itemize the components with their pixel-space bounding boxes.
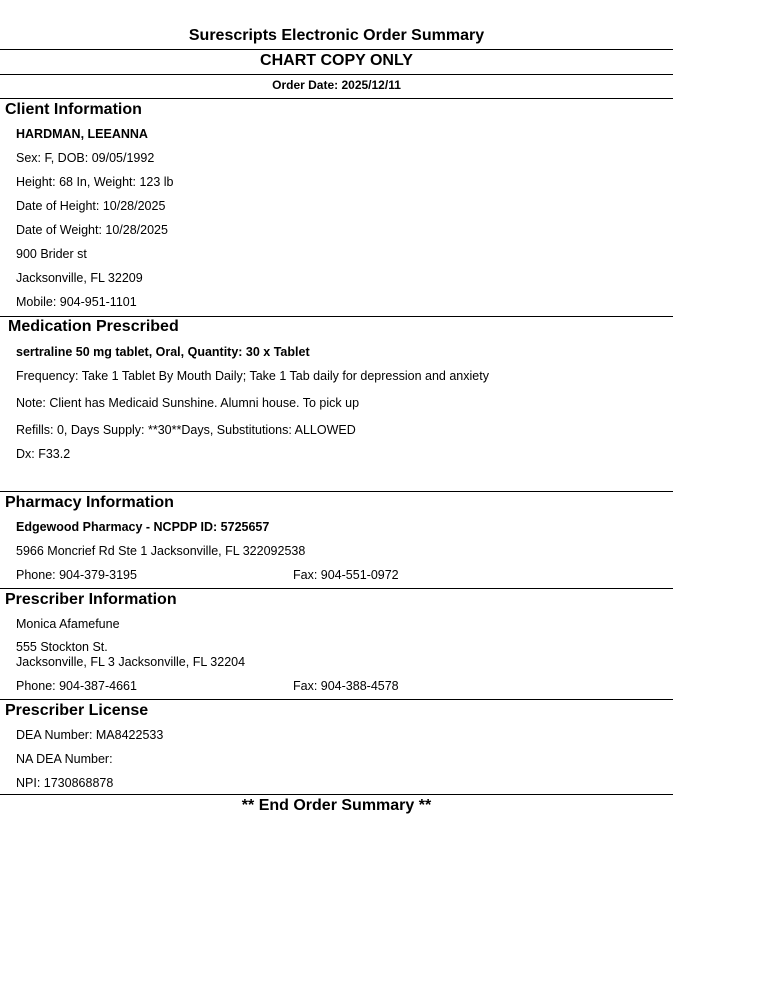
client-height-weight: Height: 68 In, Weight: 123 lb: [16, 175, 174, 189]
dea-number: DEA Number: MA8422533: [16, 728, 164, 742]
prescriber-name: Monica Afamefune: [16, 617, 120, 631]
divider: [0, 98, 673, 99]
client-sex-dob: Sex: F, DOB: 09/05/1992: [16, 151, 155, 165]
pharmacy-information-heading: Pharmacy Information: [5, 494, 174, 511]
divider: [0, 49, 673, 50]
medication-refills: Refills: 0, Days Supply: **30**Days, Substitutions: ALLOWED: [16, 423, 356, 437]
divider: [0, 316, 673, 317]
chart-copy-label: CHART COPY ONLY: [260, 52, 413, 69]
medication-note: Note: Client has Medicaid Sunshine. Alumni house. To pick up: [16, 396, 360, 410]
client-address-line1: 900 Brider st: [16, 247, 87, 261]
client-mobile: Mobile: 904-951-1101: [16, 295, 137, 309]
document-title: Surescripts Electronic Order Summary: [188, 27, 485, 44]
prescriber-fax: Fax: 904-388-4578: [293, 679, 399, 693]
npi-number: NPI: 1730868878: [16, 776, 114, 790]
divider: [0, 588, 673, 589]
divider: [0, 74, 673, 75]
pharmacy-phone: Phone: 904-379-3195: [16, 568, 137, 582]
pharmacy-name: Edgewood Pharmacy - NCPDP ID: 5725657: [16, 520, 270, 534]
client-address-line2: Jacksonville, FL 32209: [16, 271, 143, 285]
client-name: HARDMAN, LEEANNA: [16, 127, 148, 141]
client-information-heading: Client Information: [5, 101, 142, 118]
prescriber-license-heading: Prescriber License: [5, 702, 149, 719]
end-order-summary: ** End Order Summary **: [241, 797, 432, 814]
pharmacy-fax: Fax: 904-551-0972: [293, 568, 399, 582]
order-date: Order Date: 2025/12/11: [272, 78, 401, 92]
medication-prescribed-heading: Medication Prescribed: [8, 318, 179, 335]
prescriber-phone: Phone: 904-387-4661: [16, 679, 137, 693]
divider: [0, 699, 673, 700]
divider: [0, 491, 673, 492]
pharmacy-address: 5966 Moncrief Rd Ste 1 Jacksonville, FL 322092538: [16, 544, 306, 558]
prescriber-information-heading: Prescriber Information: [5, 591, 177, 608]
medication-drug: sertraline 50 mg tablet, Oral, Quantity: 30 x Tablet: [16, 345, 310, 359]
prescriber-address: 555 Stockton St. Jacksonville, FL 3 Jacksonville, FL 32204: [16, 640, 246, 669]
medication-dx: Dx: F33.2: [16, 447, 71, 461]
medication-frequency: Frequency: Take 1 Tablet By Mouth Daily; Take 1 Tab daily for depression and anxiety: [16, 369, 489, 383]
divider: [0, 794, 673, 795]
client-date-of-height: Date of Height: 10/28/2025: [16, 199, 166, 213]
client-date-of-weight: Date of Weight: 10/28/2025: [16, 223, 168, 237]
na-dea-number: NA DEA Number:: [16, 752, 113, 766]
